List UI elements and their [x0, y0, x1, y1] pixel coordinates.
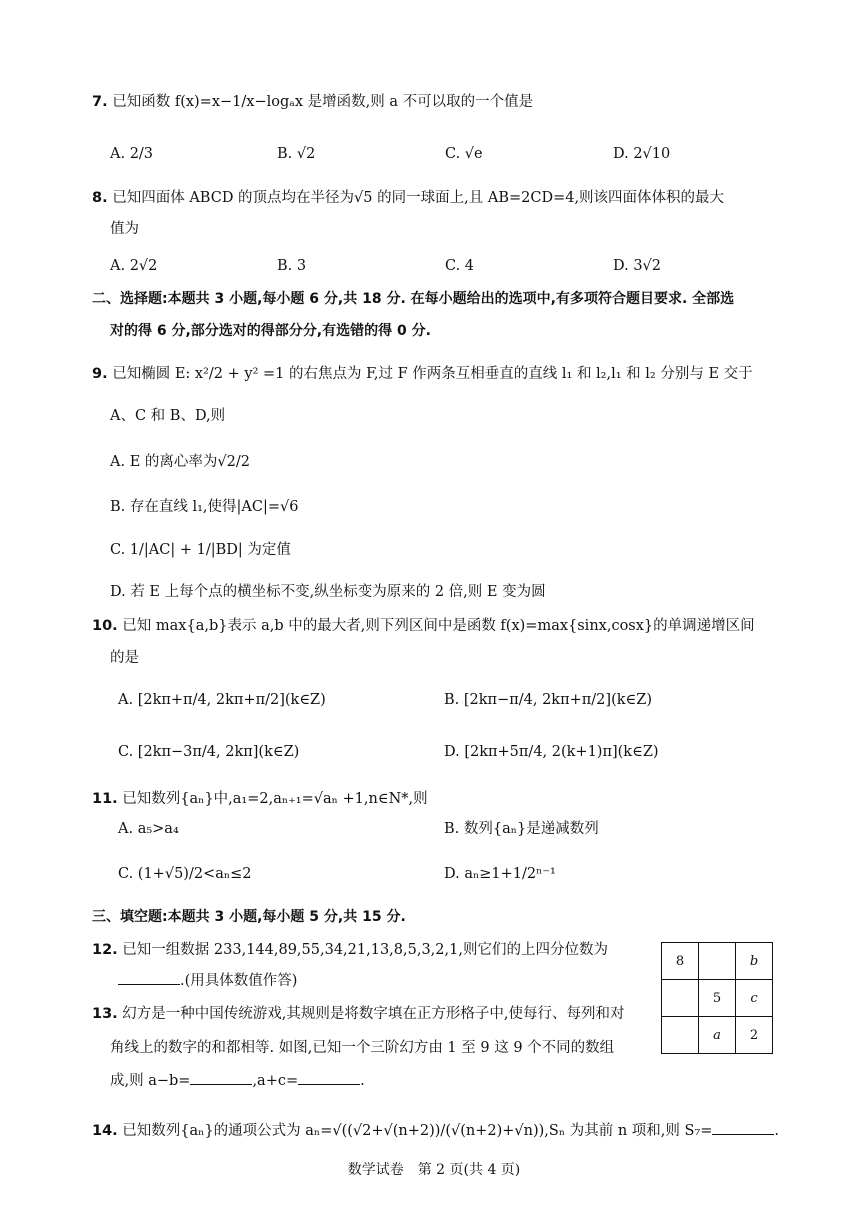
question-14	[92, 1120, 782, 1141]
option-d: D. 2√10	[613, 146, 671, 162]
question-number: 9.	[92, 366, 108, 382]
option-b: B. 3	[277, 258, 307, 274]
question-stem: 已知椭圆 E: x²/2 + y² =1 的右焦点为 F,过 F 作两条互相垂直的直线 l₁ 和 l₂,l₁ 和 l₂ 分别与 E 交于	[112, 366, 753, 382]
grid-cell	[662, 980, 699, 1017]
option-b: B. √2	[277, 146, 316, 162]
question-stem-tail: .(用具体数值作答)	[180, 973, 298, 989]
question-9	[92, 364, 782, 384]
grid-cell: 8	[662, 943, 699, 980]
question-stem-part: 成,则 a−b=	[110, 1073, 191, 1089]
question-stem: 已知四面体 ABCD 的顶点均在半径为√5 的同一球面上,且 AB=2CD=4,则该四面体体积的最大	[112, 190, 725, 206]
answer-blank[interactable]	[190, 1070, 252, 1085]
question-12	[92, 940, 652, 960]
grid-cell: b	[736, 943, 773, 980]
option-c: C. 1/|AC| + 1/|BD| 为定值	[110, 542, 291, 558]
magic-square-grid	[661, 942, 773, 1054]
question-stem: 已知 max{a,b}表示 a,b 中的最大者,则下列区间中是函数 f(x)=max{sinx,cosx}的单调递增区间	[122, 618, 755, 634]
question-stem-continued: 值为	[110, 221, 139, 237]
answer-blank[interactable]	[712, 1120, 774, 1135]
option-d: D. aₙ≥1+1/2ⁿ⁻¹	[444, 866, 556, 882]
question-number: 11.	[92, 791, 118, 807]
answer-blank[interactable]	[298, 1070, 360, 1085]
option-b: B. 数列{aₙ}是递减数列	[444, 821, 599, 837]
section-heading-2: 二、选择题:本题共 3 小题,每小题 6 分,共 18 分. 在每小题给出的选项中,有多项符合题目要求. 全部选	[92, 291, 735, 307]
grid-cell: a	[699, 1017, 736, 1054]
question-number: 12.	[92, 942, 118, 958]
option-a: A. 2√2	[110, 258, 158, 274]
question-number: 8.	[92, 190, 108, 206]
question-stem-continued: 的是	[110, 650, 139, 666]
option-b: B. 存在直线 l₁,使得|AC|=√6	[110, 499, 299, 515]
question-number: 10.	[92, 618, 118, 634]
question-13	[92, 1004, 652, 1024]
question-stem: 已知数列{aₙ}中,a₁=2,aₙ₊₁=√aₙ +1,n∈N*,则	[122, 791, 428, 807]
grid-cell: 2	[736, 1017, 773, 1054]
option-c: C. [2kπ−3π/4, 2kπ](k∈Z)	[118, 744, 300, 760]
grid-cell: c	[736, 980, 773, 1017]
question-stem-tail: .	[774, 1123, 779, 1139]
grid-cell	[662, 1017, 699, 1054]
option-b: B. [2kπ−π/4, 2kπ+π/2](k∈Z)	[444, 692, 652, 708]
question-stem: 幻方是一种中国传统游戏,其规则是将数字填在正方形格子中,使每行、每列和对	[122, 1006, 625, 1022]
page-footer: 数学试卷 第 2 页(共 4 页)	[347, 1162, 521, 1178]
option-c: C. (1+√5)/2<aₙ≤2	[118, 866, 252, 882]
question-number: 7.	[92, 94, 108, 110]
option-a: A. [2kπ+π/4, 2kπ+π/2](k∈Z)	[118, 692, 326, 708]
option-d: D. [2kπ+5π/4, 2(k+1)π](k∈Z)	[444, 744, 659, 760]
grid-cell: 5	[699, 980, 736, 1017]
question-stem: 已知数列{aₙ}的通项公式为 aₙ=√((√2+√(n+2))/(√(n+2)+√n)),Sₙ 为其前 n 项和,则 S₇=	[122, 1123, 713, 1139]
question-stem-part: .	[360, 1073, 365, 1089]
question-stem-continued: A、C 和 B、D,则	[110, 408, 226, 424]
option-d: D. 3√2	[613, 258, 662, 274]
question-7	[92, 92, 782, 112]
answer-blank[interactable]	[118, 970, 180, 985]
question-10	[92, 616, 782, 636]
question-stem-continued	[118, 970, 297, 991]
question-stem-continued	[110, 1070, 365, 1091]
grid-cell	[699, 943, 736, 980]
option-a: A. E 的离心率为√2/2	[110, 454, 250, 470]
option-a: A. 2/3	[110, 146, 154, 162]
question-8	[92, 188, 782, 208]
question-number: 14.	[92, 1123, 118, 1139]
question-stem: 已知一组数据 233,144,89,55,34,21,13,8,5,3,2,1,则它们的上四分位数为	[122, 942, 608, 958]
question-stem-continued: 角线上的数字的和都相等. 如图,已知一个三阶幻方由 1 至 9 这 9 个不同的数组	[110, 1040, 615, 1056]
option-c: C. √e	[445, 146, 483, 162]
option-c: C. 4	[445, 258, 475, 274]
option-d: D. 若 E 上每个点的横坐标不变,纵坐标变为原来的 2 倍,则 E 变为圆	[110, 584, 546, 600]
section-heading-3: 三、填空题:本题共 3 小题,每小题 5 分,共 15 分.	[92, 909, 406, 925]
question-number: 13.	[92, 1006, 118, 1022]
question-11	[92, 789, 782, 809]
question-stem: 已知函数 f(x)=x−1/x−logₐx 是增函数,则 a 不可以取的一个值是	[112, 94, 534, 110]
question-stem-part: ,a+c=	[252, 1073, 299, 1089]
section-heading-2-continued: 对的得 6 分,部分选对的得部分分,有选错的得 0 分.	[110, 323, 431, 339]
option-a: A. a₅>a₄	[118, 821, 179, 837]
